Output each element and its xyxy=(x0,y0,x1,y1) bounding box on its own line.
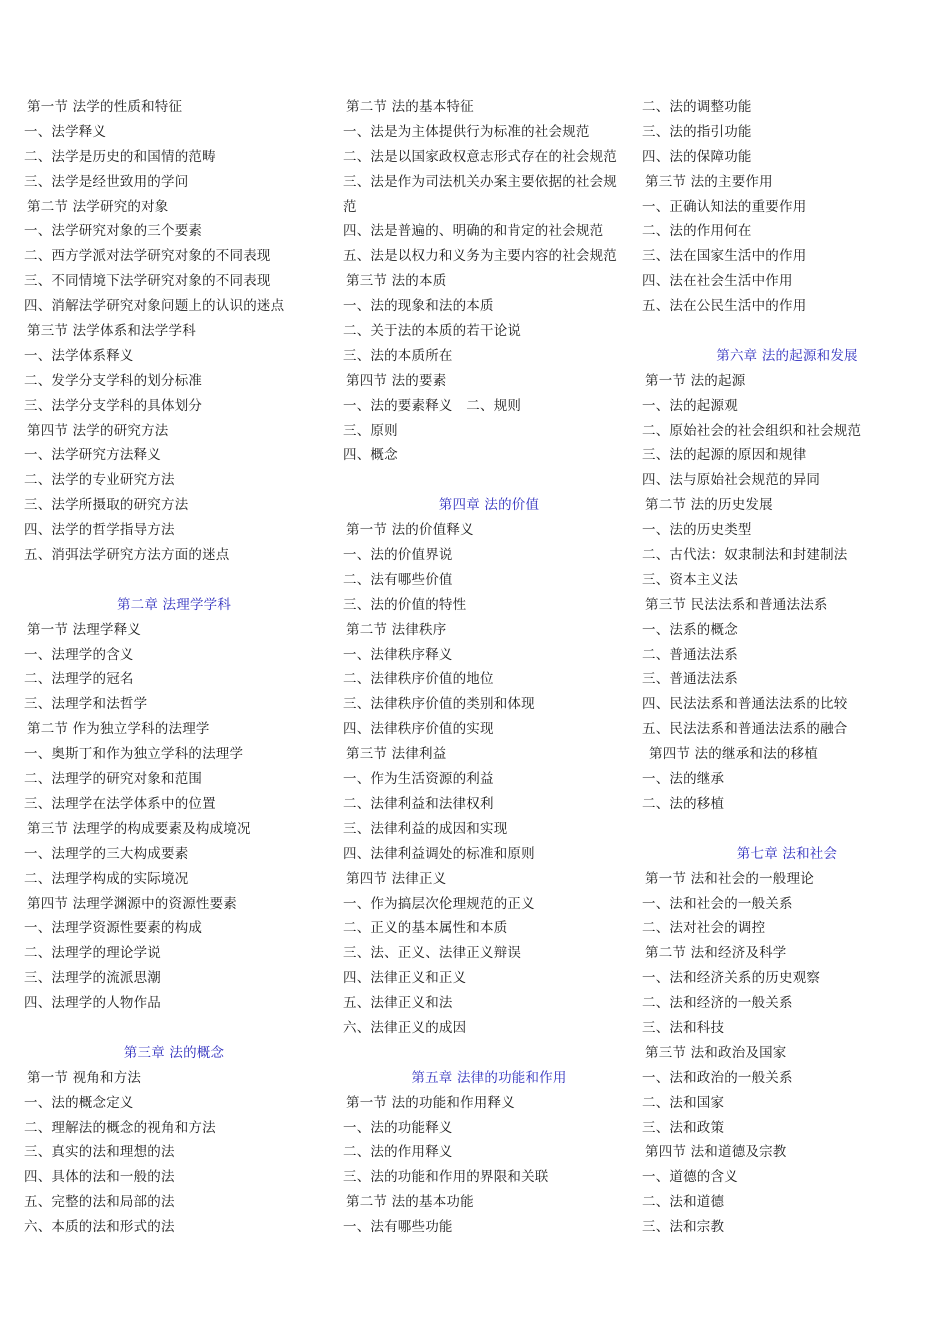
section-heading: 第四节 法理学渊源中的资源性要素 xyxy=(27,895,237,912)
section-heading: 第四节 法学的研究方法 xyxy=(27,422,169,439)
outline-item: 一、法理学的三大构成要素 xyxy=(24,845,189,862)
section-heading: 第一节 法和社会的一般理论 xyxy=(645,870,814,887)
outline-item: 二、正义的基本属性和本质 xyxy=(343,920,508,937)
outline-item: 四、法律利益调处的标准和原则 xyxy=(343,845,535,862)
chapter-heading: 第二章 法理学学科 xyxy=(116,596,232,613)
outline-item: 二、法学是历史的和国情的范畴 xyxy=(24,148,216,165)
outline-item: 二、法理学的冠名 xyxy=(24,671,134,688)
outline-item: 一、奥斯丁和作为独立学科的法理学 xyxy=(24,746,244,763)
section-heading: 第二节 法学研究的对象 xyxy=(27,198,169,215)
outline-item: 四、消解法学研究对象问题上的认识的迷点 xyxy=(24,298,285,315)
outline-item: 六、法律正义的成因 xyxy=(343,1019,467,1036)
section-heading: 第四节 法和道德及宗教 xyxy=(645,1144,787,1161)
outline-item: 二、法有哪些价值 xyxy=(343,571,453,588)
section-heading: 第二节 法的基本功能 xyxy=(346,1194,474,1211)
outline-item: 四、法学的哲学指导方法 xyxy=(24,522,175,539)
outline-item: 二、法的移植 xyxy=(642,795,725,812)
outline-item: 一、法有哪些功能 xyxy=(343,1219,453,1236)
outline-item: 五、完整的法和局部的法 xyxy=(24,1194,175,1211)
outline-item: 二、法理学构成的实际境况 xyxy=(24,870,189,887)
section-heading: 第二节 法的历史发展 xyxy=(645,497,773,514)
outline-item: 三、法、正义、法律正义辩误 xyxy=(343,945,522,962)
outline-item: 二、法和道德 xyxy=(642,1194,725,1211)
outline-item: 一、法理学的含义 xyxy=(24,646,134,663)
section-heading: 第二节 法和经济及科学 xyxy=(645,945,787,962)
outline-item: 三、法是作为司法机关办案主要依据的社会规 xyxy=(343,173,617,190)
outline-item: 三、法在国家生活中的作用 xyxy=(642,248,807,265)
outline-item: 三、法理学和法哲学 xyxy=(24,696,148,713)
outline-item: 二、理解法的概念的视角和方法 xyxy=(24,1119,216,1136)
outline-item: 六、本质的法和形式的法 xyxy=(24,1219,175,1236)
outline-item: 三、法学是经世致用的学问 xyxy=(24,173,189,190)
outline-item: 二、法理学的理论学说 xyxy=(24,945,161,962)
section-heading: 第四节 法的要素 xyxy=(346,372,447,389)
outline-item: 一、法和经济关系的历史观察 xyxy=(642,970,821,987)
section-heading: 第三节 民法法系和普通法法系 xyxy=(645,596,828,613)
section-heading: 第二节 法律秩序 xyxy=(346,621,447,638)
outline-item: 一、法是为主体提供行为标准的社会规范 xyxy=(343,123,590,140)
chapter-heading: 第七章 法和社会 xyxy=(736,845,838,862)
outline-item: 一、法律秩序释义 xyxy=(343,646,453,663)
section-heading: 第三节 法学体系和法学学科 xyxy=(27,323,196,340)
outline-item: 二、法的作用何在 xyxy=(642,223,752,240)
outline-item: 范 xyxy=(343,198,357,215)
blank-line xyxy=(642,319,932,344)
outline-item: 三、法和科技 xyxy=(642,1019,725,1036)
outline-item: 一、法和社会的一般关系 xyxy=(642,895,793,912)
blank-line xyxy=(343,1041,635,1066)
outline-item: 三、不同情境下法学研究对象的不同表现 xyxy=(24,273,271,290)
outline-item: 二、法的调整功能 xyxy=(642,99,752,115)
column-3 xyxy=(642,95,932,1240)
outline-item: 一、法学体系释义 xyxy=(24,347,134,364)
section-heading: 第四节 法的继承和法的移植 xyxy=(649,746,818,763)
outline-item: 三、普通法法系 xyxy=(642,671,738,688)
outline-item: 一、法的起源观 xyxy=(642,397,738,414)
section-heading: 第二节 作为独立学科的法理学 xyxy=(27,721,210,738)
outline-item: 二、法学的专业研究方法 xyxy=(24,472,175,489)
outline-item: 二、古代法：奴隶制法和封建制法 xyxy=(642,547,848,564)
outline-item: 三、法和政策 xyxy=(642,1119,725,1136)
outline-item: 一、法的功能释义 xyxy=(343,1119,453,1136)
outline-item: 四、具体的法和一般的法 xyxy=(24,1169,175,1186)
outline-item: 二、法律利益和法律权利 xyxy=(343,795,494,812)
section-heading: 第一节 法的价值释义 xyxy=(346,522,474,539)
outline-item: 三、法学分支学科的具体划分 xyxy=(24,397,203,414)
outline-item: 二、发学分支学科的划分标准 xyxy=(24,372,203,389)
outline-item: 一、作为生活资源的利益 xyxy=(343,771,494,788)
outline-item: 二、法是以国家政权意志形式存在的社会规范 xyxy=(343,148,617,165)
outline-item: 一、法的现象和法的本质 xyxy=(343,298,494,315)
outline-item: 三、法学所摄取的研究方法 xyxy=(24,497,189,514)
outline-item: 二、法理学的研究对象和范围 xyxy=(24,771,203,788)
outline-item: 二、法对社会的调控 xyxy=(642,920,766,937)
outline-item: 三、法理学在法学体系中的位置 xyxy=(24,795,216,812)
outline-item: 四、法是普遍的、明确的和肯定的社会规范 xyxy=(343,223,604,240)
outline-item: 三、法律秩序价值的类别和体现 xyxy=(343,696,535,713)
outline-item: 三、法律利益的成因和实现 xyxy=(343,820,508,837)
outline-item: 一、法学释义 xyxy=(24,123,107,140)
section-heading: 第一节 法理学释义 xyxy=(27,621,142,638)
outline-item: 三、法的功能和作用的界限和关联 xyxy=(343,1169,549,1186)
outline-item: 二、关于法的本质的若干论说 xyxy=(343,323,522,340)
blank-line xyxy=(24,1016,324,1041)
outline-item: 一、法的要素释义 二、规则 xyxy=(343,397,522,414)
chapter-heading: 第三章 法的概念 xyxy=(123,1044,225,1061)
outline-item: 二、普通法法系 xyxy=(642,646,738,663)
outline-item: 三、法的指引功能 xyxy=(642,123,752,140)
outline-item: 三、法理学的流派思潮 xyxy=(24,970,161,987)
outline-item: 二、法和经济的一般关系 xyxy=(642,995,793,1012)
outline-item: 二、原始社会的社会组织和社会规范 xyxy=(642,422,862,439)
outline-item: 一、法的历史类型 xyxy=(642,522,752,539)
outline-item: 一、法理学资源性要素的构成 xyxy=(24,920,203,937)
outline-item: 一、作为搞层次伦理规范的正义 xyxy=(343,895,535,912)
section-heading: 第三节 法律利益 xyxy=(346,746,447,763)
blank-line xyxy=(343,468,635,493)
outline-item: 四、法在社会生活中作用 xyxy=(642,273,793,290)
section-heading: 第四节 法律正义 xyxy=(346,870,447,887)
column-1 xyxy=(24,95,324,1240)
section-heading: 第三节 法和政治及国家 xyxy=(645,1044,787,1061)
section-heading: 第二节 法的基本特征 xyxy=(346,99,474,115)
section-heading: 第一节 法的功能和作用释义 xyxy=(346,1094,515,1111)
outline-item: 三、法的价值的特性 xyxy=(343,596,467,613)
column-2 xyxy=(343,95,635,1240)
outline-item: 四、法律秩序价值的实现 xyxy=(343,721,494,738)
outline-item: 三、法的本质所在 xyxy=(343,347,453,364)
chapter-heading: 第六章 法的起源和发展 xyxy=(716,347,858,364)
outline-item: 一、法系的概念 xyxy=(642,621,738,638)
section-heading: 第三节 法的本质 xyxy=(346,273,447,290)
outline-item: 五、法在公民生活中的作用 xyxy=(642,298,807,315)
section-heading: 第一节 法学的性质和特征 xyxy=(27,99,183,115)
outline-item: 二、法的作用释义 xyxy=(343,1144,453,1161)
outline-item: 五、民法法系和普通法法系的融合 xyxy=(642,721,848,738)
section-heading: 第一节 法的起源 xyxy=(645,372,746,389)
outline-item: 一、法和政治的一般关系 xyxy=(642,1069,793,1086)
outline-item: 三、法的起源的原因和规律 xyxy=(642,447,807,464)
chapter-heading: 第四章 法的价值 xyxy=(438,497,540,514)
outline-item: 三、资本主义法 xyxy=(642,571,738,588)
outline-item: 五、消弭法学研究方法方面的迷点 xyxy=(24,547,230,564)
outline-item: 一、法的价值界说 xyxy=(343,547,453,564)
outline-item: 四、法理学的人物作品 xyxy=(24,995,161,1012)
outline-item: 四、法的保障功能 xyxy=(642,148,752,165)
outline-item: 一、法的继承 xyxy=(642,771,725,788)
section-heading: 第三节 法理学的构成要素及构成境况 xyxy=(27,820,251,837)
outline-item: 三、法和宗教 xyxy=(642,1219,725,1236)
outline-item: 三、原则 xyxy=(343,422,398,439)
outline-item: 五、法律正义和法 xyxy=(343,995,453,1012)
outline-item: 二、西方学派对法学研究对象的不同表现 xyxy=(24,248,271,265)
section-heading: 第三节 法的主要作用 xyxy=(645,173,773,190)
section-heading: 第一节 视角和方法 xyxy=(27,1069,142,1086)
outline-item: 四、民法法系和普通法法系的比较 xyxy=(642,696,848,713)
blank-line xyxy=(642,817,932,842)
outline-item: 四、法律正义和正义 xyxy=(343,970,467,987)
outline-item: 五、法是以权力和义务为主要内容的社会规范 xyxy=(343,248,617,265)
blank-line xyxy=(24,568,324,593)
outline-item: 三、真实的法和理想的法 xyxy=(24,1144,175,1161)
outline-item: 二、法律秩序价值的地位 xyxy=(343,671,494,688)
outline-item: 一、法的概念定义 xyxy=(24,1094,134,1111)
outline-item: 四、法与原始社会规范的异同 xyxy=(642,472,821,489)
outline-item: 一、正确认知法的重要作用 xyxy=(642,198,807,215)
outline-item: 二、法和国家 xyxy=(642,1094,725,1111)
outline-item: 一、法学研究对象的三个要素 xyxy=(24,223,203,240)
outline-item: 一、法学研究方法释义 xyxy=(24,447,161,464)
chapter-heading: 第五章 法律的功能和作用 xyxy=(411,1069,567,1086)
outline-item: 一、道德的含义 xyxy=(642,1169,738,1186)
outline-item: 四、概念 xyxy=(343,447,398,464)
